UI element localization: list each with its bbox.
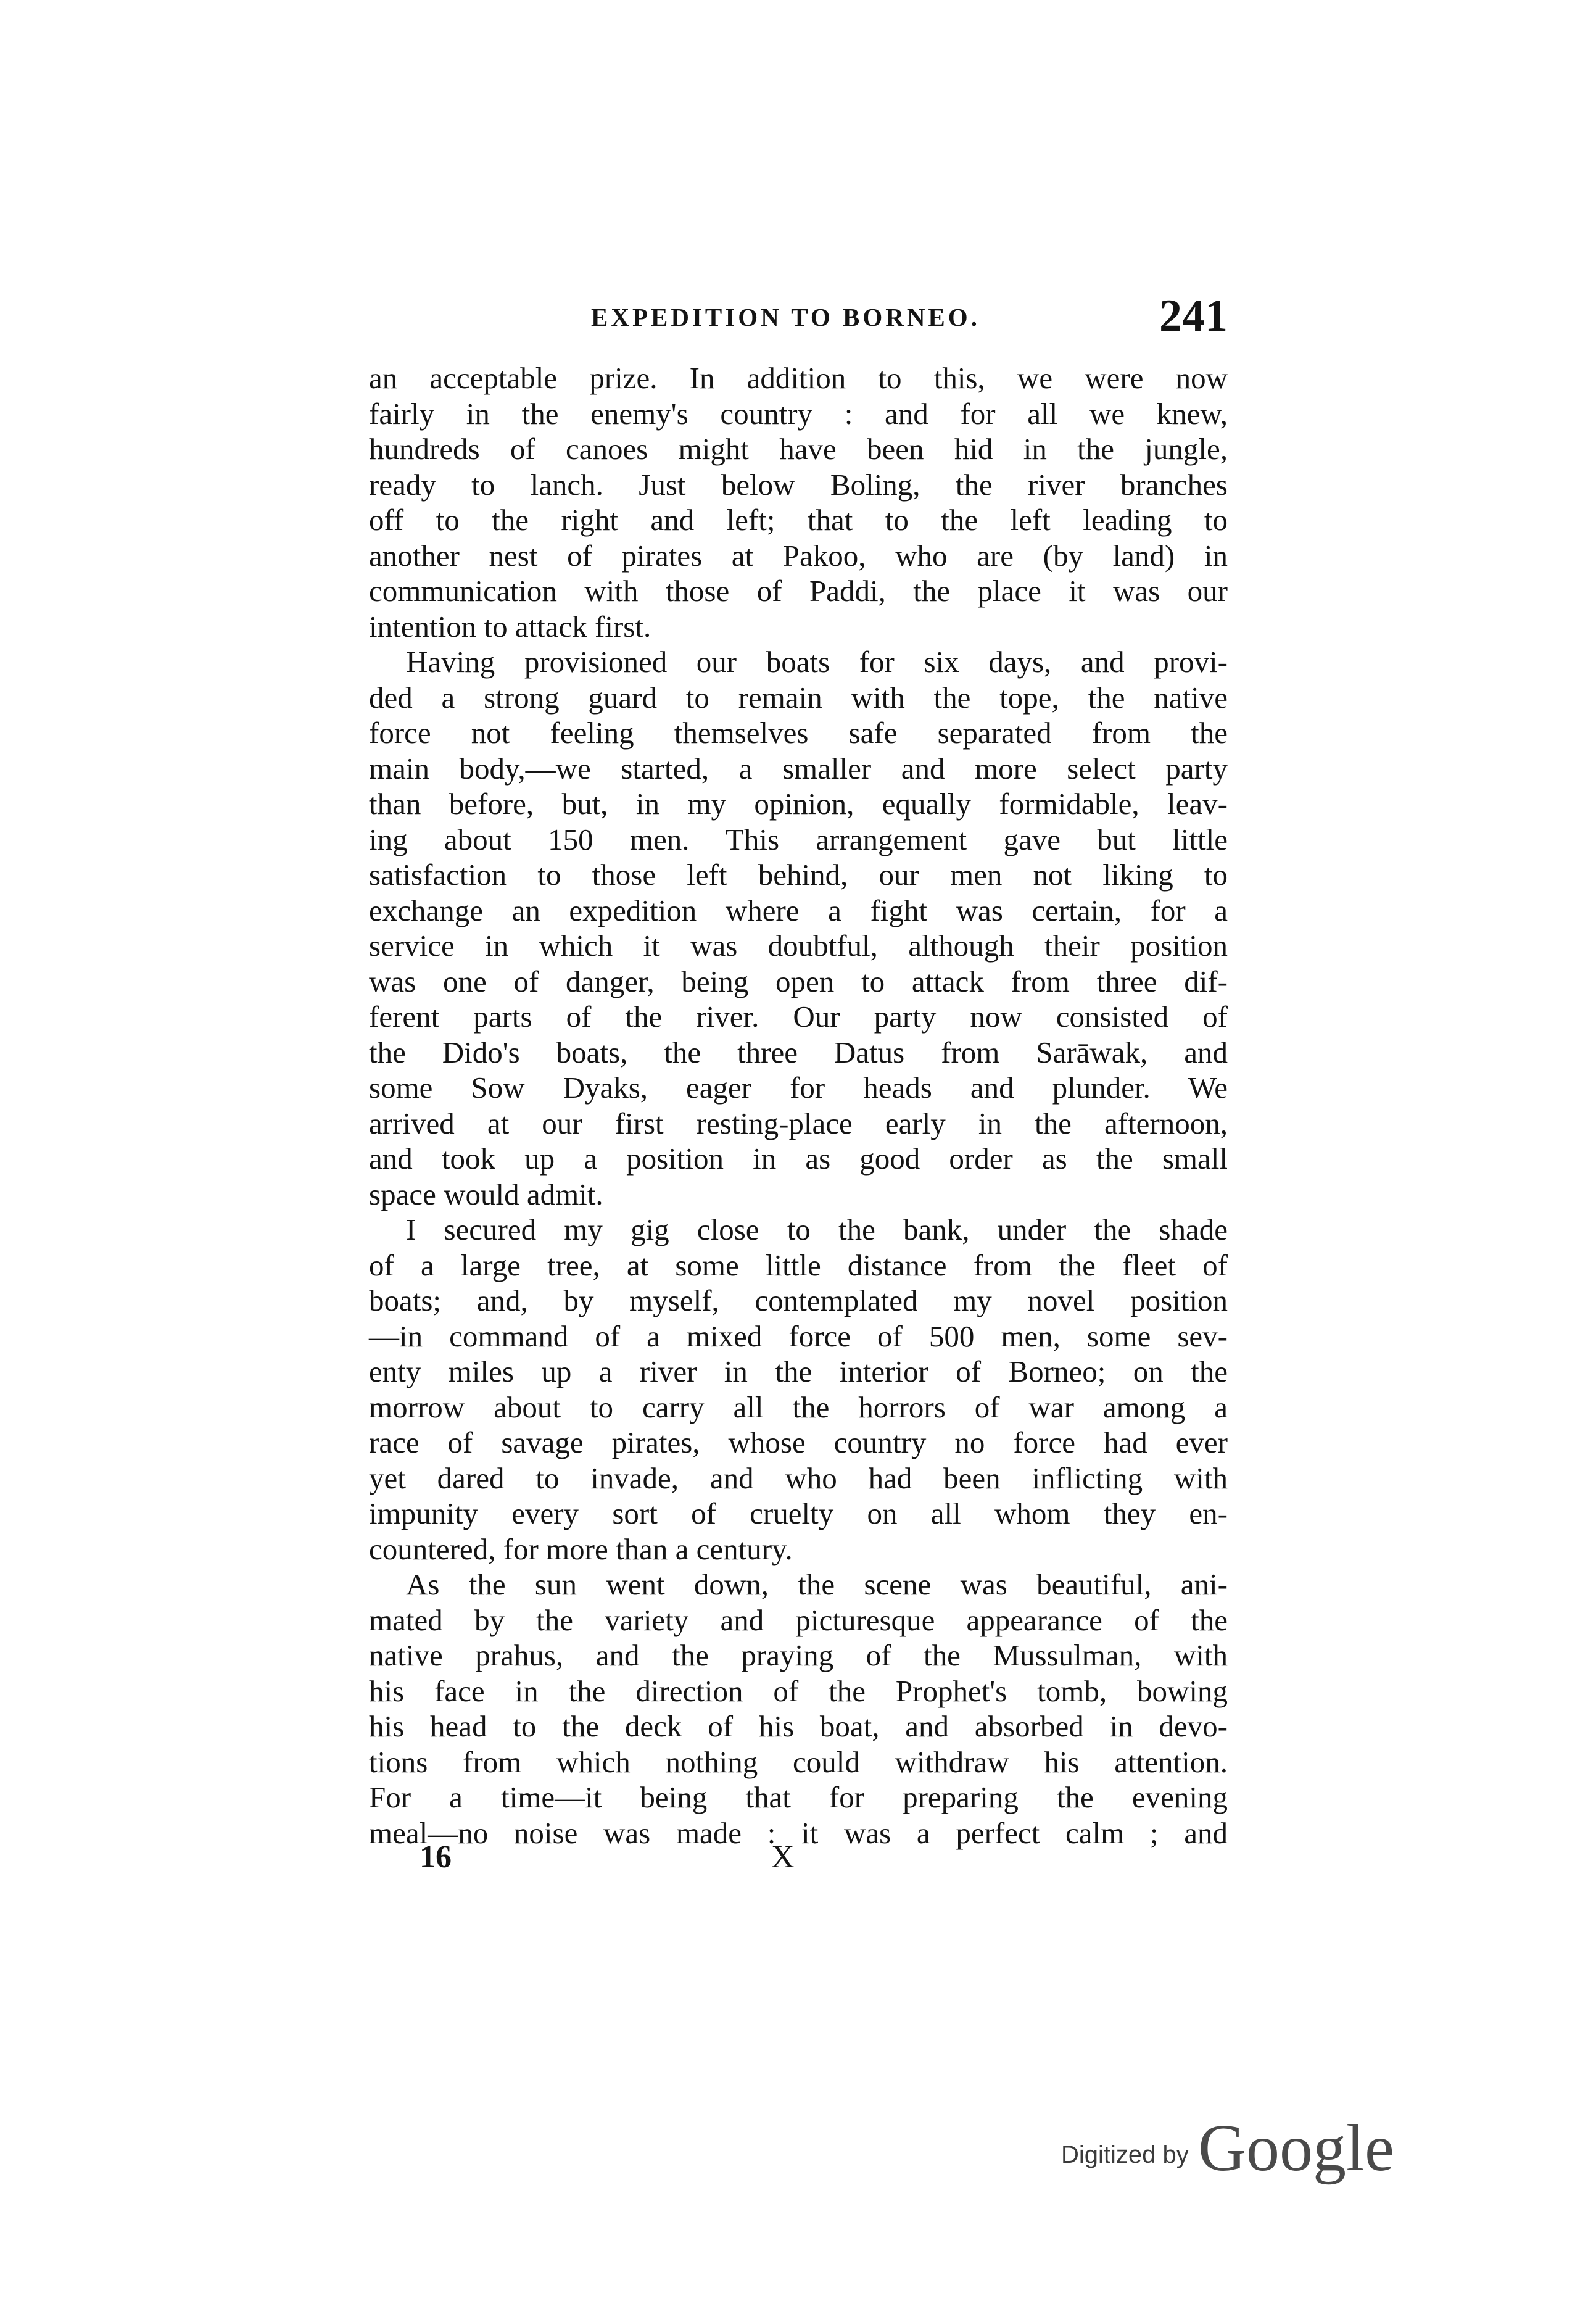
text-line: yet dared to invade, and who had been inflicting with — [369, 1461, 1228, 1495]
text-line: I secured my gig close to the bank, under the shade — [406, 1213, 1228, 1246]
text-line: than before, but, in my opinion, equally formidable, leav- — [369, 787, 1228, 821]
page-footer — [420, 1839, 851, 1888]
text-line: ing about 150 men. This arrangement gave but little — [369, 822, 1228, 856]
text-line: boats; and, by myself, contemplated my novel position — [369, 1283, 1228, 1317]
text-line: arrived at our first resting-place early in the afternoon, — [369, 1106, 1228, 1140]
text-line: meal—no noise was made : it was a perfect calm ; and — [369, 1815, 1228, 1850]
text-line: enty miles up a river in the interior of Borneo; on the — [369, 1354, 1228, 1388]
signature-number: 16 — [420, 1839, 452, 1875]
text-line: an acceptable prize. In addition to this, we were now — [369, 361, 1228, 395]
text-line: satisfaction to those left behind, our men not liking to — [369, 858, 1228, 892]
signature-letter: X — [771, 1839, 795, 1875]
body-text — [369, 360, 1228, 1851]
text-line: intention to attack first. — [369, 609, 651, 644]
text-line: his head to the deck of his boat, and absorbed in devo- — [369, 1709, 1228, 1743]
text-line: some Sow Dyaks, eager for heads and plunder. We — [369, 1071, 1228, 1105]
text-line: another nest of pirates at Pakoo, who are (by land) in — [369, 538, 1228, 573]
text-line: service in which it was doubtful, although their position — [369, 929, 1228, 963]
text-line: ready to lanch. Just below Boling, the river branches — [369, 467, 1228, 502]
text-line: force not feeling themselves safe separated from the — [369, 716, 1228, 750]
text-line: native prahus, and the praying of the Mussulman, with — [369, 1638, 1228, 1672]
text-line: exchange an expedition where a fight was certain, for a — [369, 893, 1228, 927]
digitized-by-label: Digitized by — [1061, 2141, 1189, 2168]
text-line: was one of danger, being open to attack from three dif- — [369, 964, 1228, 998]
text-line: Having provisioned our boats for six days, and provi- — [406, 645, 1228, 679]
text-line: mated by the variety and picturesque appearance of the — [369, 1603, 1228, 1637]
text-line: As the sun went down, the scene was beautiful, ani- — [406, 1567, 1228, 1601]
text-line: morrow about to carry all the horrors of war among a — [369, 1390, 1228, 1424]
text-line: fairly in the enemy's country : and for all we knew, — [369, 396, 1228, 431]
running-head: EXPEDITION TO BORNEO. — [591, 303, 980, 331]
text-line: —in command of a mixed force of 500 men, some sev- — [369, 1319, 1228, 1353]
text-line: space would admit. — [369, 1177, 603, 1211]
text-line: the Dido's boats, the three Datus from Sarāwak, and — [369, 1035, 1228, 1069]
text-line: ded a strong guard to remain with the tope, the native — [369, 680, 1228, 715]
text-line: of a large tree, at some little distance from the fleet of — [369, 1248, 1228, 1282]
text-line: ferent parts of the river. Our party now consisted of — [369, 1000, 1228, 1034]
text-line: main body,—we started, a smaller and more select party — [369, 751, 1228, 786]
text-line: communication with those of Paddi, the place it was our — [369, 574, 1228, 608]
text-line: race of savage pirates, whose country no force had ever — [369, 1425, 1228, 1459]
google-logo: Google — [1198, 2112, 1394, 2185]
text-line: impunity every sort of cruelty on all whom they en- — [369, 1496, 1228, 1530]
text-line: off to the right and left; that to the left leading to — [369, 503, 1228, 537]
page-header — [369, 290, 1228, 352]
text-line: his face in the direction of the Prophet's tomb, bowing — [369, 1673, 1228, 1708]
text-line: countered, for more than a century. — [369, 1532, 793, 1566]
text-line: and took up a position in as good order as the small — [369, 1142, 1228, 1176]
page-number: 241 — [1159, 291, 1228, 341]
digitized-by-watermark — [1061, 2110, 1407, 2184]
text-line: tions from which nothing could withdraw his attention. — [369, 1744, 1228, 1779]
text-line: For a time—it being that for preparing the evening — [369, 1780, 1228, 1814]
text-line: hundreds of canoes might have been hid in the jungle, — [369, 432, 1228, 466]
